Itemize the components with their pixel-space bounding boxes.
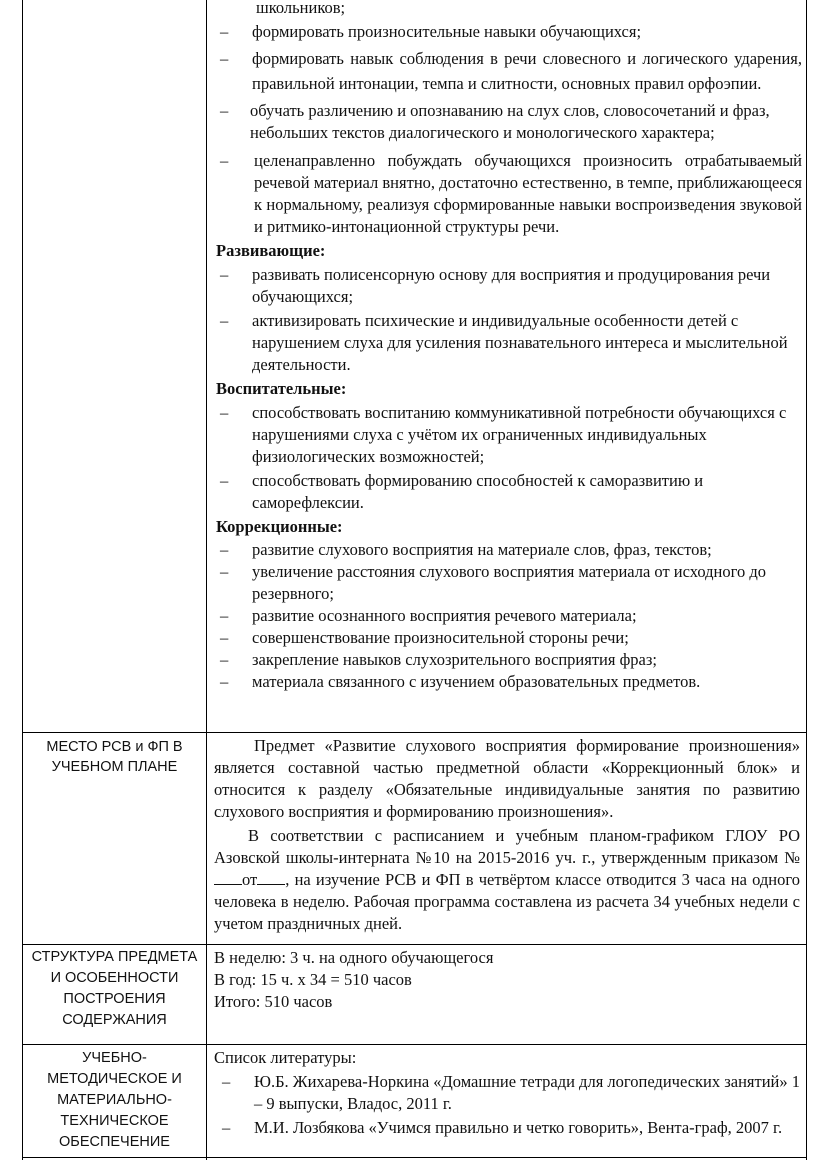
dash-marker: – [220, 672, 229, 691]
list-item [212, 627, 802, 649]
list-item [212, 100, 802, 144]
dash-marker: – [220, 606, 229, 625]
dash-marker: – [220, 265, 229, 284]
list-item-text: совершенствование произносительной стороны речи; [252, 628, 629, 647]
row-divider-1 [22, 732, 807, 733]
list-item [214, 1117, 800, 1139]
correctional-heading: Коррекционные: [216, 517, 343, 536]
hours-total: Итого: 510 часов [214, 992, 333, 1011]
list-item-text: способствовать воспитанию коммуникативной потребности обучающихся с нарушениями слуха с учётом их ограниченных индивидуальных физиологических возможностей; [252, 403, 787, 466]
literature-heading: Список литературы: [214, 1048, 357, 1067]
dash-marker: – [222, 1072, 231, 1091]
resources-label: УЧЕБНО-МЕТОДИЧЕСКОЕ И МАТЕРИАЛЬНО-ТЕХНИЧЕСКОЕ ОБЕСПЕЧЕНИЕ [47, 1050, 182, 1150]
list-item [212, 310, 802, 376]
dash-marker: – [220, 628, 229, 647]
place-paragraph-1: Предмет «Развитие слухового восприятия формирование произношения» является составной частью предметной области «Коррекционный блок» и относится к разделу «Обязательные индивидуальные занятия по развитию слухового восприятия и формированию произношения». [214, 736, 800, 821]
dash-marker: – [220, 49, 229, 68]
dash-marker: – [220, 151, 229, 170]
list-item-text: увеличение расстояния слухового восприятия материала от исходного до резервного; [252, 562, 766, 603]
order-number-blank [214, 870, 242, 885]
list-item-text: активизировать психические и индивидуальные особенности детей с нарушением слуха для усиления познавательного интереса и мыслительной деятельности. [252, 311, 788, 374]
list-item [212, 539, 802, 561]
list-item [212, 561, 802, 605]
list-item-text: развитие слухового восприятия на материале слов, фраз, текстов; [252, 540, 712, 559]
table-right-border [806, 0, 807, 1160]
list-item-text: М.И. Лозбякова «Учимся правильно и четко говорить», Вента-граф, 2007 г. [254, 1118, 783, 1137]
list-item-text: развивать полисенсорную основу для восприятия и продуцирования речи обучающихся; [252, 265, 771, 306]
row-divider-2 [22, 944, 807, 945]
dash-marker: – [220, 22, 229, 41]
list-item-text: формировать произносительные навыки обучающихся; [252, 22, 642, 41]
structure-content-cell [214, 947, 800, 1013]
list-item [212, 264, 802, 308]
list-item-text: школьников; [256, 0, 346, 17]
place-paragraph-2 [214, 825, 800, 935]
table-bottom-border [22, 1157, 807, 1158]
dash-marker: – [220, 650, 229, 669]
place-content-cell [214, 735, 800, 935]
dash-marker: – [220, 101, 229, 120]
dash-marker: – [220, 562, 229, 581]
list-item-text: материала связанного с изучением образовательных предметов. [252, 672, 701, 691]
table-column-divider [206, 0, 207, 1160]
developing-heading: Развивающие: [216, 241, 326, 260]
goals-content-cell [212, 0, 802, 693]
place-paragraph-2-from: от [242, 870, 258, 889]
resources-label-cell [26, 1048, 203, 1153]
list-item-text: развитие осознанного восприятия речевого материала; [252, 606, 637, 625]
list-item [212, 21, 802, 43]
hours-per-year: В год: 15 ч. х 34 = 510 часов [214, 970, 412, 989]
place-label: МЕСТО РСВ и ФП В УЧЕБНОМ ПЛАНЕ [46, 739, 183, 775]
resources-content-cell [214, 1047, 800, 1139]
educational-heading: Воспитательные: [216, 379, 347, 398]
dash-marker: – [220, 471, 229, 490]
list-item [212, 671, 802, 693]
list-item [212, 649, 802, 671]
list-item [212, 46, 802, 96]
list-item [212, 0, 802, 19]
place-paragraph-2-text: В соответствии с расписанием и учебным планом-графиком ГЛОУ РО Азовской школы-интерната №10 на 2015-2016 уч. г., утвержденным приказом № [214, 826, 800, 867]
list-item-text: способствовать формированию способностей к саморазвитию и саморефлексии. [252, 471, 704, 512]
list-item [212, 402, 802, 468]
dash-marker: – [220, 540, 229, 559]
row-divider-3 [22, 1044, 807, 1045]
dash-marker: – [220, 403, 229, 422]
structure-label-cell [26, 947, 203, 1031]
list-item [214, 1071, 800, 1115]
structure-label: СТРУКТУРА ПРЕДМЕТА И ОСОБЕННОСТИ ПОСТРОЕНИЯ СОДЕРЖАНИЯ [31, 949, 198, 1028]
hours-per-week: В неделю: 3 ч. на одного обучающегося [214, 948, 494, 967]
dash-marker: – [220, 311, 229, 330]
list-item [212, 150, 802, 238]
dash-marker: – [222, 1118, 231, 1137]
list-item-text: обучать различению и опознаванию на слух слов, словосочетаний и фраз, небольших текстов диалогического и монологического характера; [250, 101, 770, 142]
list-item-text: закрепление навыков слухозрительного восприятия фраз; [252, 650, 657, 669]
list-item [212, 470, 802, 514]
place-paragraph-2-end: , на изучение РСВ и ФП в четвёртом классе отводится 3 часа на одного человека в неделю. Рабочая программа составлена из расчета 34 учебных недели с учетом праздничных дней. [214, 870, 800, 933]
list-item-text: целенаправленно побуждать обучающихся произносить отрабатываемый речевой материал внятно, достаточно естественно, в темпе, приближающееся к нормальному, реализуя сформированные навыки воспроизведения звуковой и ритмико-интонационной структуры речи. [254, 151, 802, 236]
place-label-cell [26, 737, 203, 777]
list-item-text: Ю.Б. Жихарева-Норкина «Домашние тетради для логопедических занятий» 1 – 9 выпуски, Владос, 2011 г. [254, 1072, 800, 1113]
list-item [212, 605, 802, 627]
table-left-border [22, 0, 23, 1160]
list-item-text: формировать навык соблюдения в речи словесного и логического ударения, правильной интонации, темпа и слитности, основных правил орфоэпии. [252, 49, 802, 93]
order-date-blank [257, 870, 285, 885]
